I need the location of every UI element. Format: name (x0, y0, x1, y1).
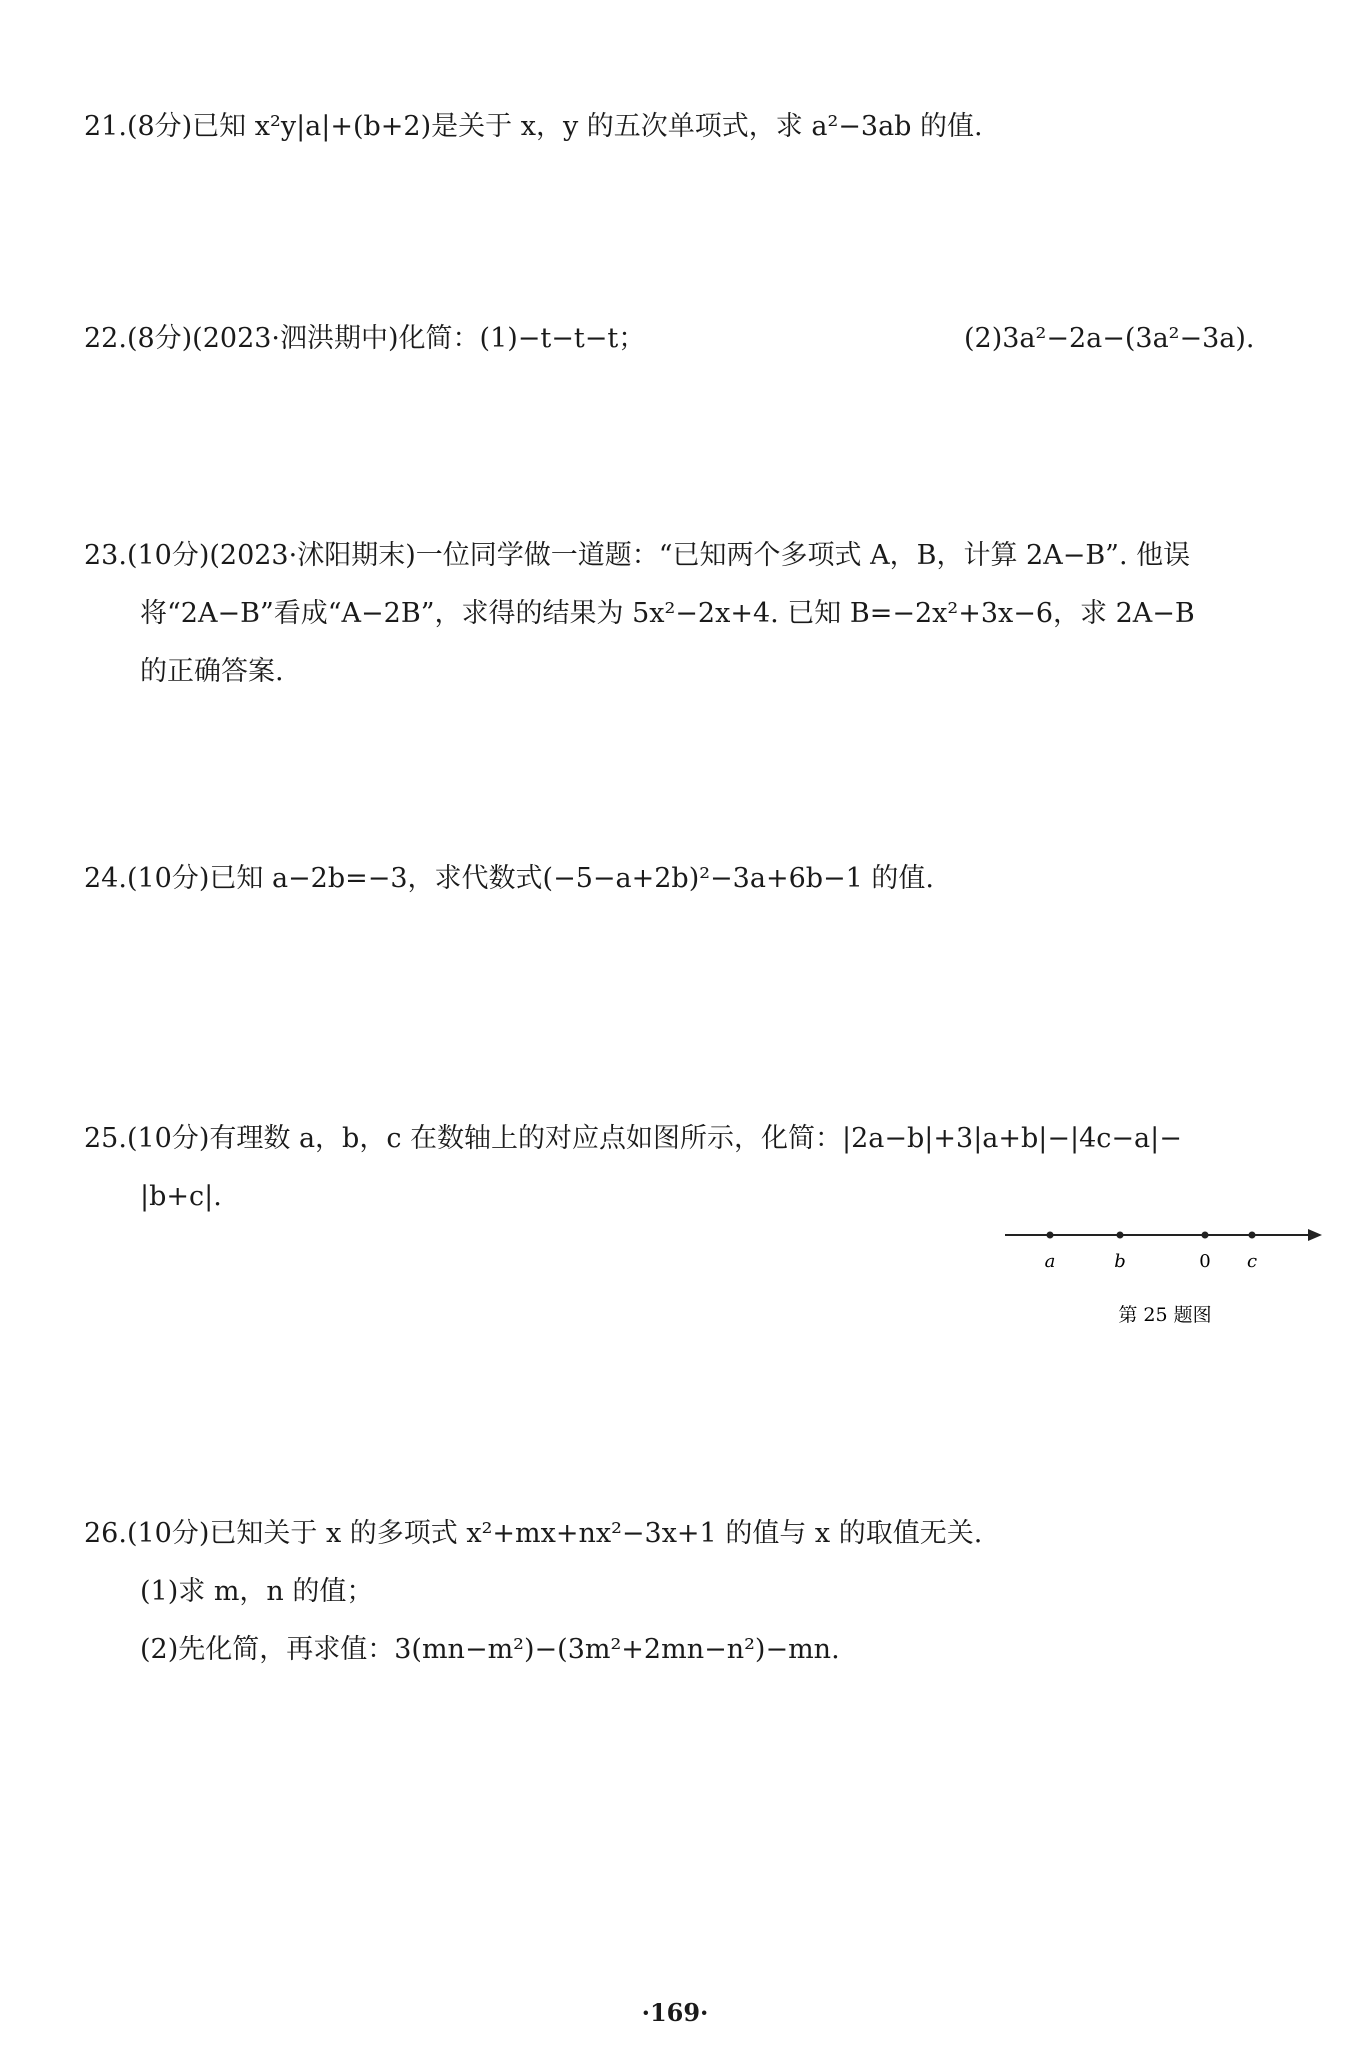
point-a (1047, 1232, 1054, 1239)
question-21 (84, 98, 1324, 156)
label-b: b (1114, 1251, 1126, 1272)
question-25 (84, 1110, 1324, 1226)
question-26-line-1: 26.(10分)已知关于 x 的多项式 x²+mx+nx²−3x+1 的值与 x 的取值无关. (84, 1518, 983, 1549)
question-22-part-2: (2)3a²−2a−(3a²−3a). (964, 323, 1255, 354)
question-23 (84, 527, 1324, 701)
question-22-part-1: 22.(8分)(2023·泗洪期中)化简：(1)−t−t−t； (84, 323, 646, 354)
question-26-line-2: (1)求 m，n 的值； (140, 1576, 374, 1607)
point-b (1117, 1232, 1124, 1239)
question-21-line-1: 21.(8分)已知 x²y|a|+(b+2)是关于 x，y 的五次单项式，求 a²−3ab 的值. (84, 111, 983, 142)
question-26 (84, 1505, 1324, 1679)
point-c (1249, 1232, 1256, 1239)
figure-caption: 第 25 题图 (1118, 1304, 1212, 1326)
label-zero: 0 (1199, 1251, 1211, 1272)
question-23-line-3: 的正确答案. (140, 656, 284, 687)
number-line-arrow-icon (1308, 1229, 1322, 1241)
question-24 (84, 850, 1324, 908)
question-23-line-2: 将“2A−B”看成“A−2B”，求得的结果为 5x²−2x+4. 已知 B=−2x²+3x−6，求 2A−B (140, 598, 1195, 629)
question-23-line-1: 23.(10分)(2023·沭阳期末)一位同学做一道题：“已知两个多项式 A，B，计算 2A−B”. 他误 (84, 540, 1191, 571)
number-line-figure (1000, 1215, 1330, 1335)
page-number: ·169· (641, 1998, 709, 2027)
question-22 (84, 310, 1324, 368)
label-a: a (1044, 1251, 1056, 1272)
question-26-line-3: (2)先化简，再求值：3(mn−m²)−(3m²+2mn−n²)−mn. (140, 1634, 840, 1665)
point-zero (1202, 1232, 1209, 1239)
number-line-svg (1000, 1215, 1330, 1335)
question-24-line-1: 24.(10分)已知 a−2b=−3，求代数式(−5−a+2b)²−3a+6b−1 的值. (84, 863, 934, 894)
label-c: c (1246, 1251, 1258, 1272)
question-25-line-1: 25.(10分)有理数 a，b，c 在数轴上的对应点如图所示，化简：|2a−b|+3|a+b|−|4c−a|− (84, 1123, 1182, 1154)
question-25-line-2: |b+c|. (140, 1181, 222, 1212)
